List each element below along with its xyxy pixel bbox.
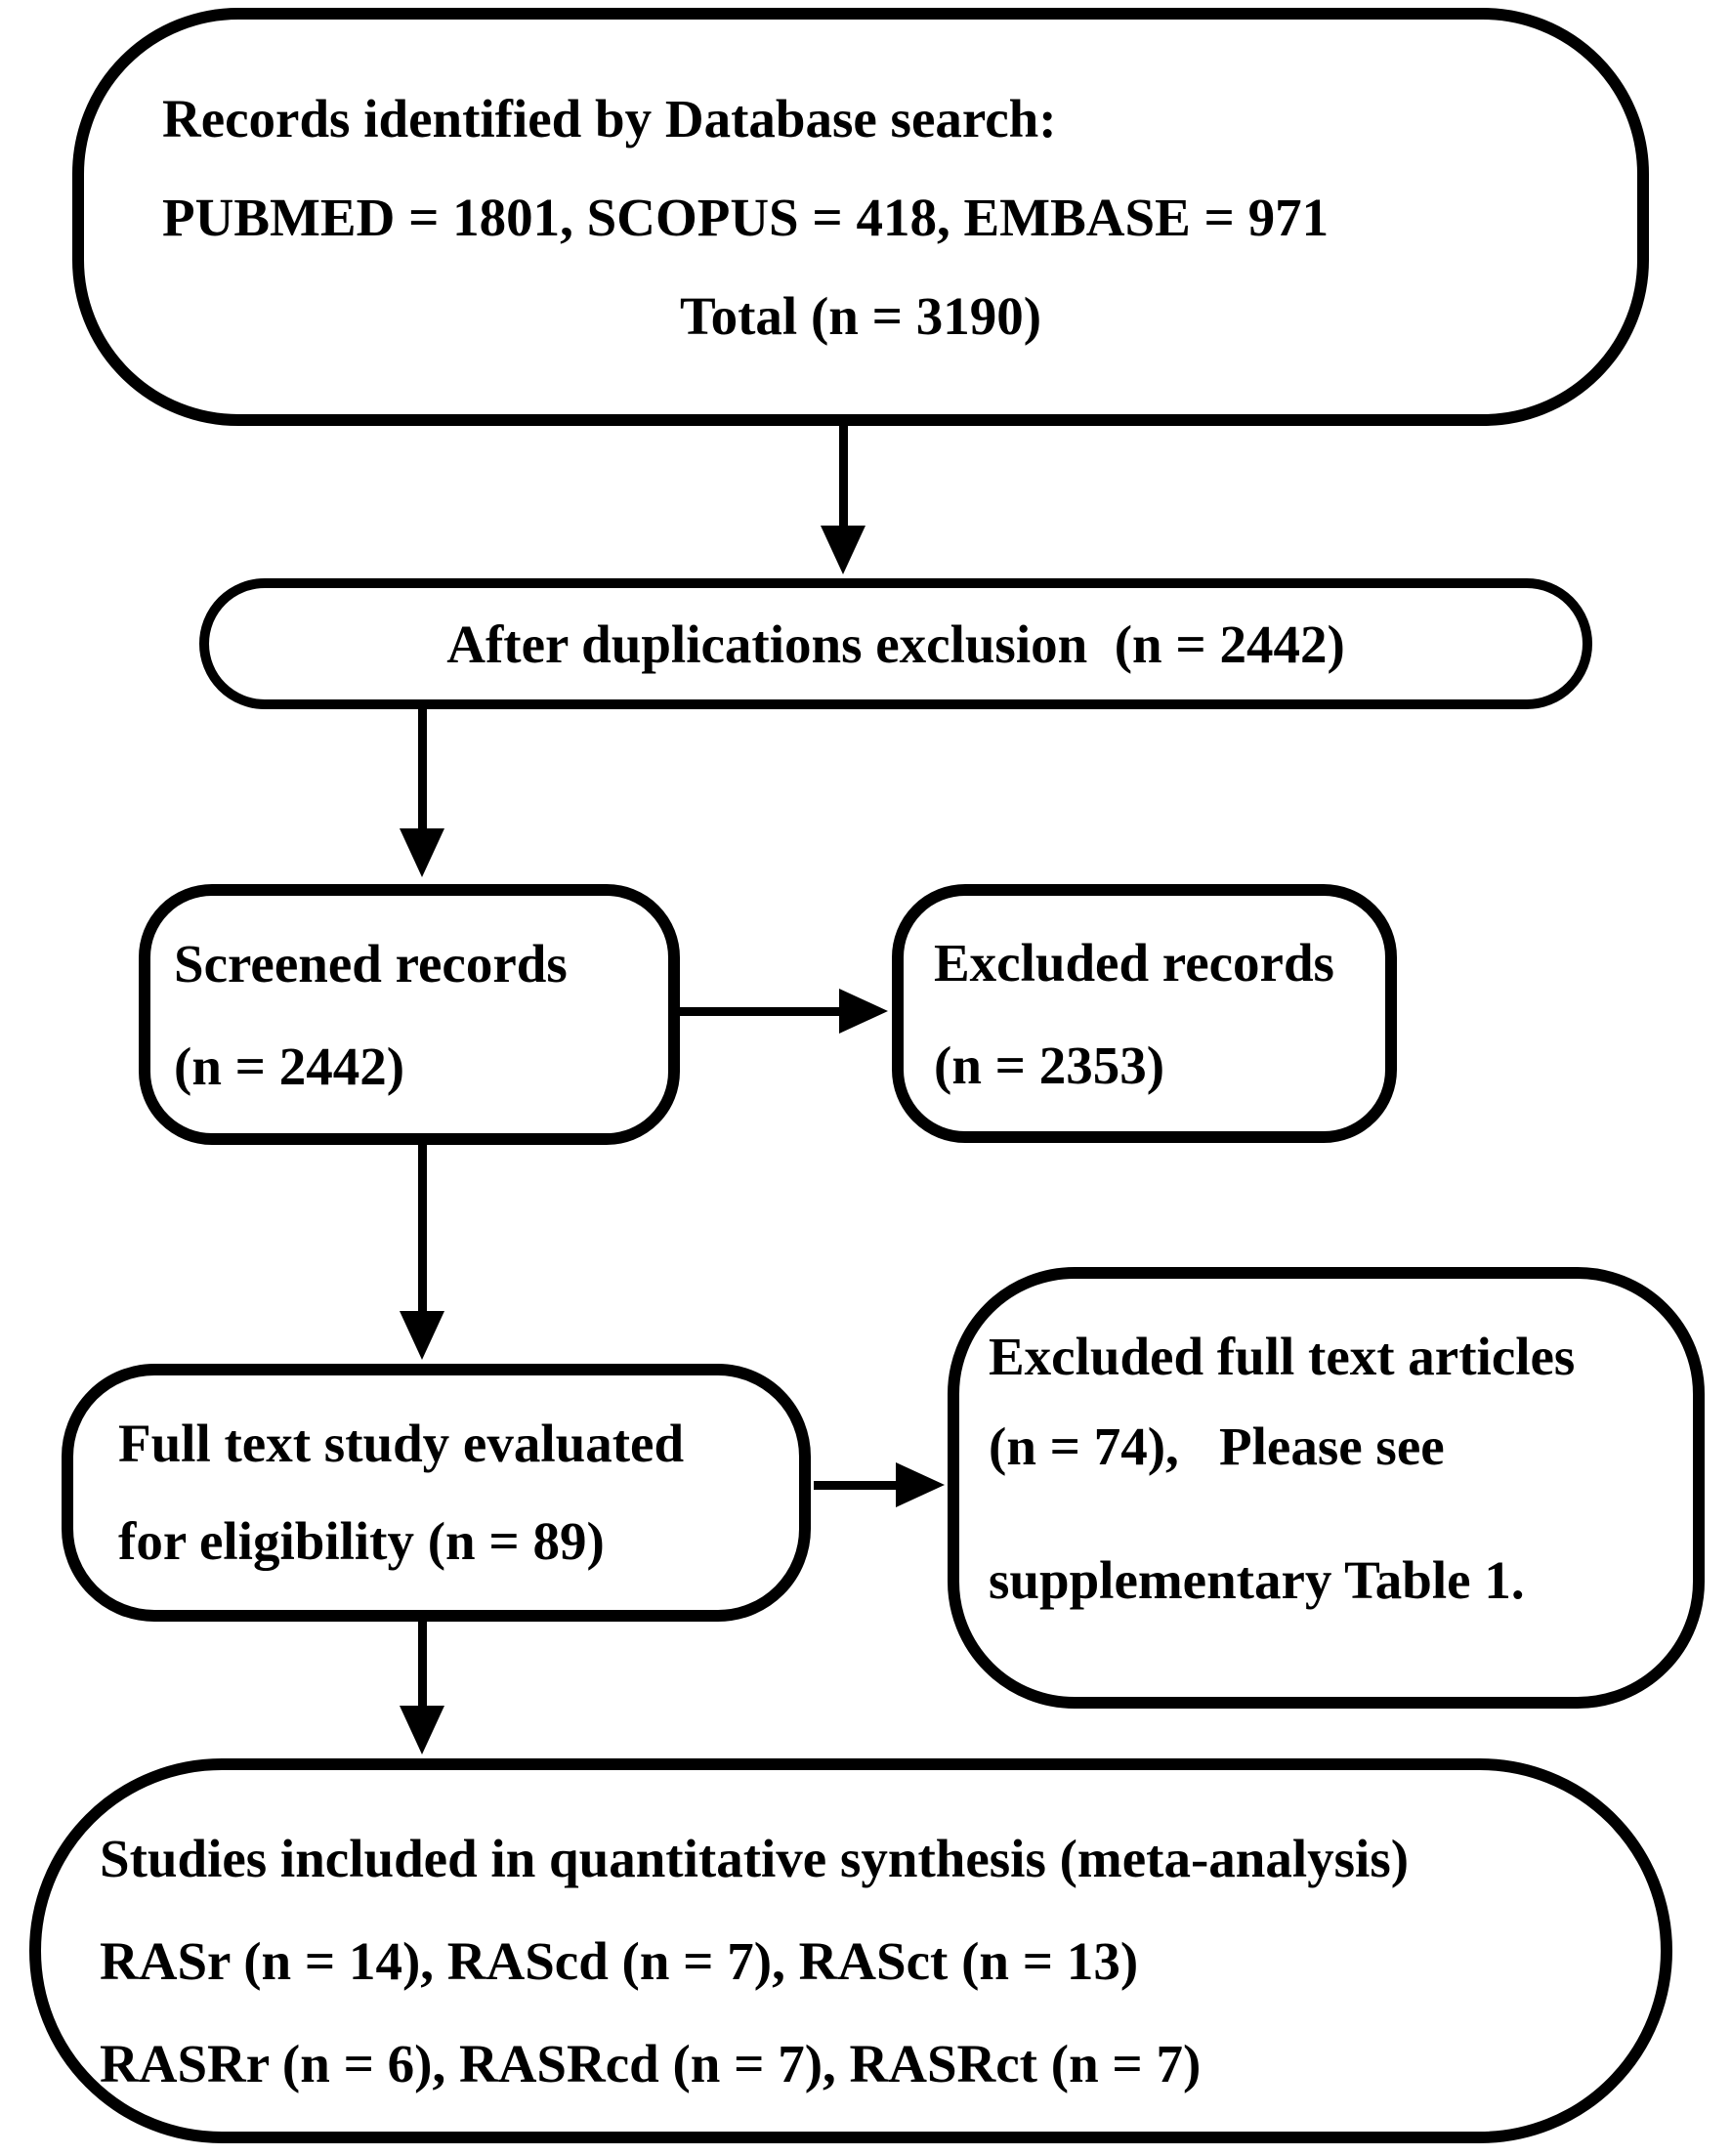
after-duplications-box	[199, 578, 1592, 709]
included-studies-line-2: RASr (n = 14), RAScd (n = 7), RASct (n = 13)	[100, 1930, 1139, 1991]
arrow-fulltext-to-included-head	[400, 1706, 444, 1754]
included-studies-box	[29, 1758, 1672, 2143]
arrow-dedup-to-screened	[418, 709, 427, 830]
arrow-identification-to-dedup	[839, 426, 848, 528]
identification-box	[72, 8, 1649, 426]
arrow-screened-to-fulltext	[418, 1145, 427, 1313]
arrow-screened-to-excluded-head	[839, 989, 888, 1034]
excluded-full-text-line-3: supplementary Table 1.	[989, 1549, 1525, 1610]
arrow-screened-to-fulltext-head	[400, 1311, 444, 1360]
full-text-line-2: for eligibility (n = 89)	[118, 1511, 605, 1571]
identification-line-1: Records identified by Database search:	[162, 88, 1057, 148]
screened-records-line-1: Screened records	[174, 933, 568, 993]
excluded-full-text-line-1: Excluded full text articles	[989, 1326, 1576, 1386]
included-studies-line-3: RASRr (n = 6), RASRcd (n = 7), RASRct (n = 7)	[100, 2033, 1202, 2093]
arrow-fulltext-to-included	[418, 1622, 427, 1708]
arrow-screened-to-excluded	[678, 1007, 841, 1016]
full-text-line-1: Full text study evaluated	[118, 1414, 685, 1473]
after-duplications-line: After duplications exclusion (n = 2442)	[446, 613, 1345, 674]
arrow-identification-to-dedup-head	[821, 526, 866, 574]
excluded-full-text-line-2: (n = 74), Please see	[989, 1416, 1445, 1476]
screened-records-box	[139, 884, 680, 1145]
arrow-fulltext-to-excluded	[814, 1481, 898, 1490]
full-text-box	[62, 1364, 811, 1622]
screened-records-line-2: (n = 2442)	[174, 1036, 405, 1096]
excluded-records-box	[892, 884, 1397, 1143]
included-studies-line-1: Studies included in quantitative synthesis (meta-analysis)	[100, 1828, 1410, 1888]
arrow-dedup-to-screened-head	[400, 828, 444, 877]
excluded-full-text-box	[948, 1267, 1705, 1709]
excluded-records-line-2: (n = 2353)	[934, 1035, 1165, 1095]
excluded-records-line-1: Excluded records	[934, 932, 1334, 993]
identification-line-2: PUBMED = 1801, SCOPUS = 418, EMBASE = 971	[162, 187, 1330, 247]
identification-total-line: Total (n = 3190)	[679, 285, 1042, 346]
arrow-fulltext-to-excluded-head	[896, 1462, 945, 1507]
